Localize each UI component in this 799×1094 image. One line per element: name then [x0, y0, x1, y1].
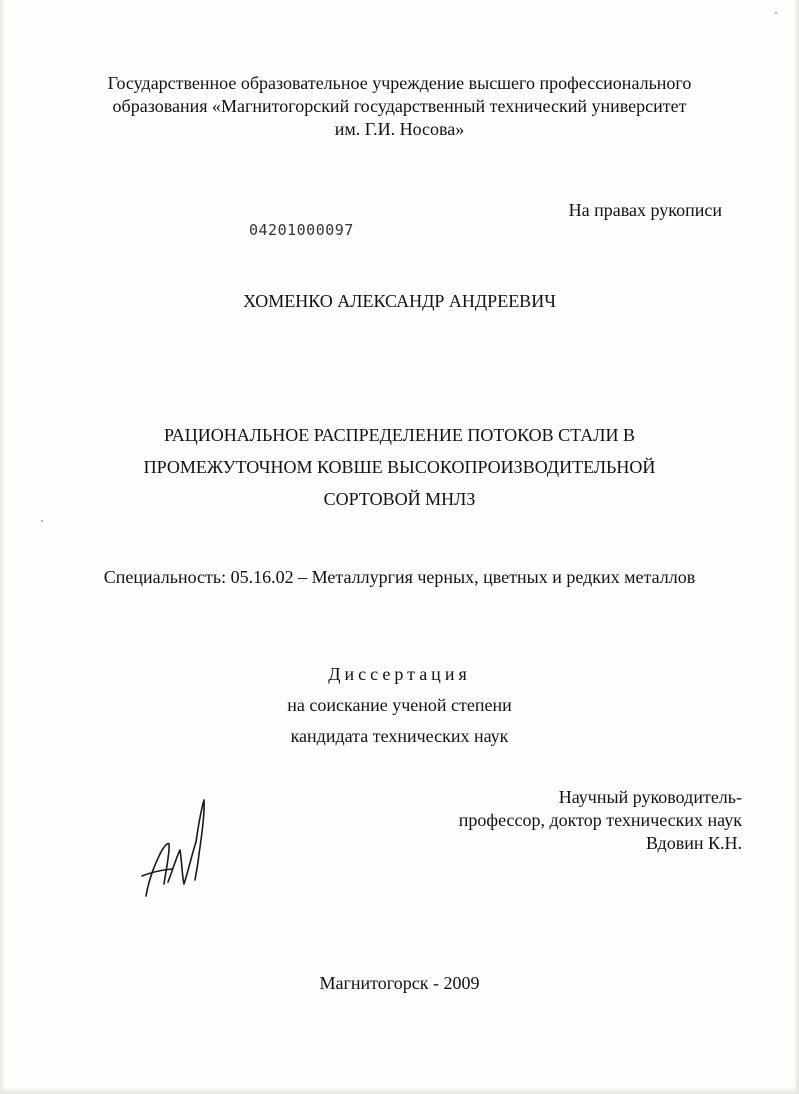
author-name: ХОМЕНКО АЛЕКСАНДР АНДРЕЕВИЧ: [243, 291, 556, 311]
scan-speck: [41, 520, 43, 522]
scan-speck: [775, 12, 777, 14]
institution-header: [60, 72, 739, 141]
rights-notice: На правах рукописи: [568, 200, 722, 220]
supervisor-role: Научный руководитель-: [558, 787, 742, 807]
dissertation-title: [90, 419, 709, 515]
degree-label: Диссертация: [328, 664, 471, 684]
institution-line: Государственное образовательное учреждение высшего профессионального: [107, 73, 692, 93]
degree-block: [200, 659, 599, 752]
supervisor-name: Вдовин К.Н.: [646, 833, 742, 853]
specialty-line: Специальность: 05.16.02 – Металлургия черных, цветных и редких металлов: [103, 567, 696, 587]
supervisor-block: [400, 786, 742, 855]
scan-edge-right: [794, 0, 799, 1094]
supervisor-credentials: профессор, доктор технических наук: [458, 810, 742, 830]
institution-line: образования «Магнитогорский государственный технический университет: [112, 96, 687, 116]
institution-line: им. Г.И. Носова»: [334, 119, 465, 139]
title-line: СОРТОВОЙ МНЛЗ: [323, 489, 476, 509]
city-year: Магнитогорск - 2009: [319, 973, 480, 993]
handwritten-signature-icon: [138, 792, 218, 904]
title-line: РАЦИОНАЛЬНОЕ РАСПРЕДЕЛЕНИЕ ПОТОКОВ СТАЛИ В: [164, 425, 635, 445]
registration-number: 04201000097: [249, 221, 354, 239]
scan-edge-left: [0, 0, 6, 1094]
degree-line: на соискание ученой степени: [287, 695, 512, 715]
degree-line: кандидата технических наук: [290, 726, 509, 746]
title-line: ПРОМЕЖУТОЧНОМ КОВШЕ ВЫСОКОПРОИЗВОДИТЕЛЬНОЙ: [143, 457, 656, 477]
scan-edge-bottom: [0, 1086, 799, 1094]
